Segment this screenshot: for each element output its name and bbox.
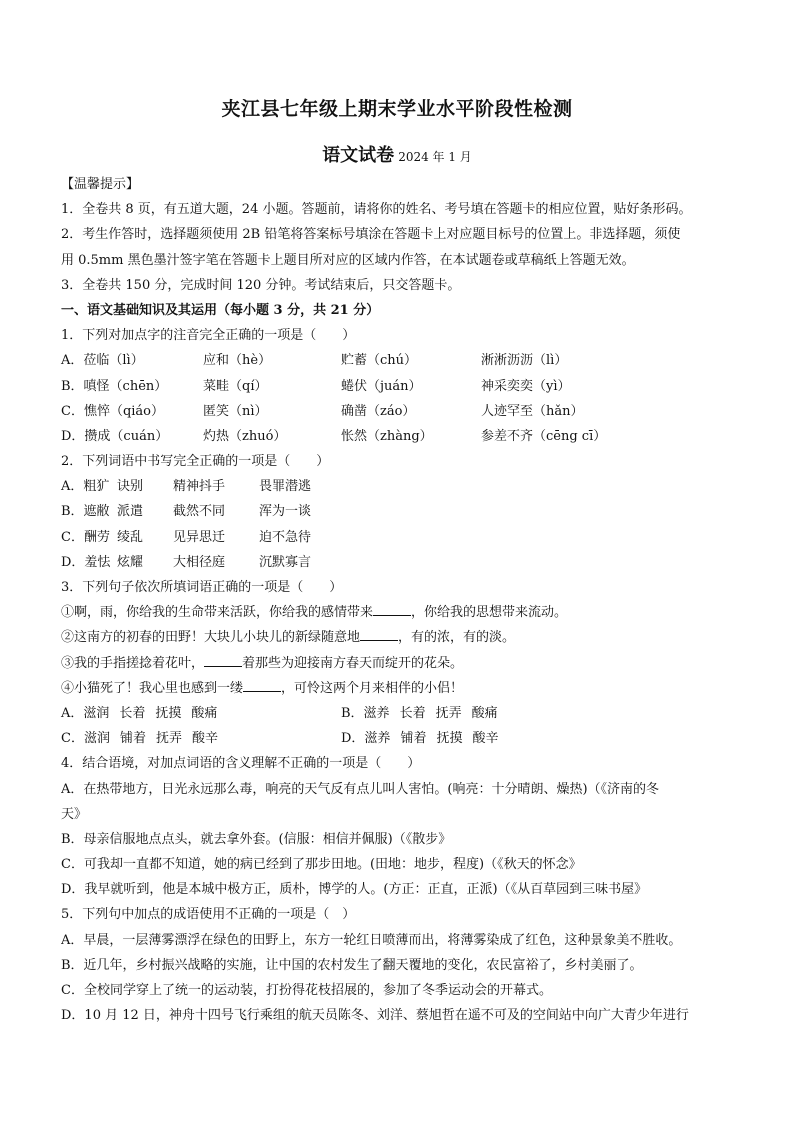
question-3-options-cd <box>61 726 741 751</box>
tip-item: 2．考生作答时，选择题须使用 2B 铅笔将答案标号填涂在答题卡上对应题目标号的位置上。非选择题，须使 <box>61 227 681 243</box>
question-4-option: B．母亲信服地点点头，就去拿外套。(信服：相信并佩服)（《散步》 <box>61 831 452 847</box>
option-word: 酸痛 <box>471 705 498 721</box>
option-word: 抚弄 <box>155 731 182 747</box>
question-1-option-c <box>61 399 741 424</box>
section-heading: 一、语文基础知识及其运用（每小题 3 分，共 21 分） <box>61 302 380 318</box>
option-word: 迫不急待 <box>259 529 312 545</box>
question-1-stem: 1．下列对加点字的注音完全正确的一项是（ ） <box>61 328 356 344</box>
option-word: 菜畦（qí） <box>203 378 268 394</box>
question-3-sentence <box>61 625 741 650</box>
option-word: A．莅临（lì） <box>61 353 144 369</box>
sentence-text: ，你给我的思想带来流动。 <box>411 605 568 621</box>
option-word: 炫耀 <box>117 554 144 570</box>
option-word: 长着 <box>119 705 146 721</box>
question-5-option: C．全校同学穿上了统一的运动装，打扮得花枝招展的，参加了冬季运动会的开幕式。 <box>61 983 552 998</box>
question-2-option-a <box>61 474 741 499</box>
tip-item: 3．全卷共 150 分，完成时间 120 分钟。考试结束后，只交答题卡。 <box>61 277 461 293</box>
sentence-text: ①啊，雨，你给我的生命带来活跃，你给我的感情带来 <box>61 605 374 621</box>
option-word: 匿笑（nì） <box>203 403 268 419</box>
option-word: 神采奕奕（yì） <box>481 378 571 394</box>
option-word: 抚弄 <box>435 705 462 721</box>
option-word: 抚摸 <box>436 731 463 747</box>
question-1-option-d <box>61 424 741 449</box>
option-word: D．攒成（cuán） <box>61 428 169 444</box>
option-word: 铺着 <box>400 731 427 747</box>
option-word: A．滋润 <box>61 705 110 721</box>
option-word: 铺着 <box>119 731 146 747</box>
tip-item: 1．全卷共 8 页，有五道大题，24 小题。答题前，请将你的姓名、考号填在答题卡的相应位置，贴好条形码。 <box>61 202 692 218</box>
fill-blank <box>360 626 398 641</box>
fill-blank <box>204 652 242 667</box>
option-word: C．酬劳 <box>61 529 110 545</box>
question-1-option-b <box>61 374 741 399</box>
question-4-option: A．在热带地方，日光永远那么毒，响亮的天气反有点儿叫人害怕。(响亮：十分晴朗、燥热)（《济南的冬 <box>61 781 660 797</box>
question-2-stem: 2．下列词语中书写完全正确的一项是（ ） <box>61 454 330 470</box>
option-group <box>61 701 341 726</box>
option-word: 灼热（zhuó） <box>203 428 287 444</box>
question-4-stem: 4．结合语境，对加点词语的含义理解不正确的一项是（ ） <box>61 756 421 772</box>
option-word: 绫乱 <box>117 529 144 545</box>
option-word: 酸辛 <box>191 731 218 747</box>
option-word: 派遣 <box>117 504 144 520</box>
question-3-sentence <box>61 651 741 676</box>
sentence-text: 着那些为迎接南方春天而绽开的花朵。 <box>242 655 464 671</box>
option-word: B．遮敝 <box>61 504 110 520</box>
question-5-option: B．近几年，乡村振兴战略的实施，让中国的农村发生了翻天覆地的变化，农民富裕了，乡村美丽了。 <box>61 957 643 973</box>
option-group <box>61 726 341 751</box>
option-word: C．滋润 <box>61 731 110 747</box>
option-word: 长着 <box>399 705 426 721</box>
tip-item: 用 0.5mm 黑色墨汁签字笔在答题卡上题目所对应的区域内作答，在本试题卷或草稿纸上答题无效。 <box>61 252 635 268</box>
question-3-stem: 3．下列句子依次所填词语正确的一项是（ ） <box>61 580 343 595</box>
option-word: 浑为一谈 <box>259 504 312 520</box>
question-4-option: C．可我却一直都不知道，她的病已经到了那步田地。(田地：地步，程度)（《秋天的怀念》 <box>61 857 582 873</box>
option-group <box>341 726 621 751</box>
option-word: A．粗犷 <box>61 479 110 495</box>
option-word: 酸辛 <box>472 731 499 747</box>
option-word: C．憔悴（qiáo） <box>61 403 165 419</box>
option-word: 蜷伏（juán） <box>341 378 422 394</box>
option-word: 截然不同 <box>173 504 226 520</box>
fill-blank <box>243 677 281 692</box>
option-word: 淅淅沥沥（lì） <box>481 353 568 369</box>
option-word: 大相径庭 <box>173 554 226 570</box>
option-word: 确凿（záo） <box>341 403 416 419</box>
question-4-option: D．我早就听到，他是本城中极方正，质朴，博学的人。(方正：正直，正派)（《从百草园到三味书屋》 <box>61 882 648 898</box>
sentence-text: ，可怜这两个月来相伴的小侣！ <box>281 680 464 696</box>
option-word: 见异思迁 <box>173 529 226 545</box>
question-2-option-c <box>61 525 741 550</box>
sentence-text: ②这南方的初春的田野！大块儿小块儿的新绿随意地 <box>61 630 361 646</box>
exam-content <box>61 172 741 1028</box>
sentence-text: ，有的浓，有的淡。 <box>398 630 516 646</box>
option-word: 酸痛 <box>191 705 218 721</box>
option-word: D．滋养 <box>341 731 391 747</box>
question-5-option: A．早晨，一层薄雾漂浮在绿色的田野上，东方一轮红日喷薄而出，将薄雾染成了红色，这种景象美不胜收。 <box>61 932 682 948</box>
subject-title: 语文试卷 <box>322 145 395 166</box>
question-3-options-ab <box>61 701 741 726</box>
option-word: 贮蓄（chú） <box>341 353 418 369</box>
sentence-text: ④小猫死了！我心里也感到一缕 <box>61 680 244 696</box>
question-2-option-b <box>61 499 741 524</box>
option-word: 人迹罕至（hǎn） <box>481 403 584 419</box>
option-word: 精神抖手 <box>173 479 226 495</box>
option-word: 抚摸 <box>155 705 182 721</box>
option-word: B．嗔怪（chēn） <box>61 378 168 394</box>
option-word: 诀别 <box>117 479 144 495</box>
option-word: 参差不齐（cēng cī） <box>481 428 607 444</box>
page-subtitle <box>0 141 794 167</box>
option-word: D．羞怯 <box>61 554 111 570</box>
sentence-text: ③我的手指搓捻着花叶， <box>61 655 205 671</box>
question-4-option: 天》 <box>61 806 88 822</box>
option-word: 畏罪潜逃 <box>259 479 312 495</box>
option-word: 怅然（zhàng） <box>341 428 433 444</box>
question-5-stem: 5．下列句中加点的成语使用不正确的一项是（ ） <box>61 907 356 923</box>
tips-heading: 【温馨提示】 <box>61 177 140 192</box>
fill-blank <box>373 601 411 616</box>
exam-date: 2024 年 1 月 <box>398 150 472 164</box>
question-1-option-a <box>61 348 741 373</box>
option-group <box>341 701 621 726</box>
option-word: B．滋养 <box>341 705 390 721</box>
option-word: 应和（hè） <box>203 353 272 369</box>
question-3-sentence <box>61 676 741 701</box>
page-title: 夹江县七年级上期末学业水平阶段性检测 <box>221 98 573 120</box>
question-5-option: D．10 月 12 日，神舟十四号飞行乘组的航天员陈冬、刘洋、蔡旭哲在遥不可及的空间站中向广大青少年进行 <box>61 1008 689 1024</box>
option-word: 沉默寡言 <box>259 554 312 570</box>
question-2-option-d <box>61 550 741 575</box>
question-3-sentence <box>61 600 741 625</box>
